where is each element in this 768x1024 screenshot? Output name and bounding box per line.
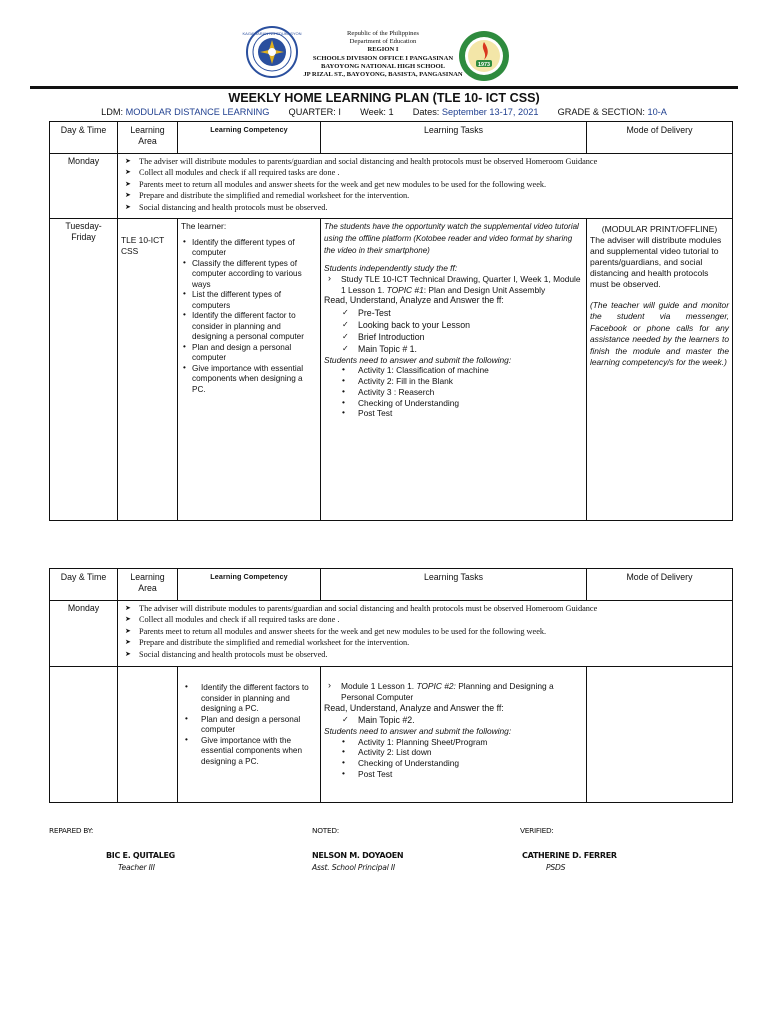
task-text: Module 1 Lesson 1. [341, 681, 415, 691]
day-cell: Monday [50, 154, 118, 219]
prepared-by-position: Teacher III [118, 863, 155, 872]
school-seal-logo [458, 30, 510, 82]
task-text: Planning and Designing a Personal Computer [341, 681, 554, 702]
verified-position: PSDS [546, 863, 566, 872]
prepared-by-label: REPARED BY: [49, 826, 94, 835]
table-header-row [50, 122, 733, 154]
list-item: • Activity 2: Fill in the Blank [324, 376, 583, 387]
mode-title: (MODULAR PRINT/OFFLINE) [601, 224, 718, 234]
mode-text: The adviser will distribute modules and supplemental video tutorial to parents/guardians, and social distancing and health protocols must be observed. [590, 235, 722, 289]
list-item [324, 681, 583, 703]
list-item: ✓ Pre-Test [324, 307, 583, 319]
day-cell [50, 667, 118, 803]
list-item: • Checking of Understanding [324, 398, 583, 409]
tasks-intro: The students have the opportunity watch the supplemental video tutorial using the offline platform (Kotobee reader and video format by sharing the video in their smartphone) [324, 222, 579, 255]
verified-name: CATHERINE D. FERRER [522, 851, 617, 860]
list-item: ✓ Main Topic # 1. [324, 343, 583, 355]
list-item: • Plan and design a personal computer [181, 715, 317, 736]
dates-label: Dates: [412, 107, 440, 117]
table-header-row [50, 569, 733, 601]
study-item-topic: TOPIC #1 [386, 284, 424, 295]
list-item: • Plan and design a personal computer [181, 343, 317, 364]
list-item: ➤ Parents meet to return all modules and answer sheets for the week and get new modules to be used for the following week. [121, 626, 729, 637]
learning-area-cell [118, 667, 178, 803]
agency-line: Department of Education [349, 38, 417, 46]
table-row [50, 601, 733, 667]
learning-competency-cell [178, 219, 321, 521]
learning-tasks-cell [321, 219, 587, 521]
noted-name: NELSON M. DOYAOEN [312, 851, 404, 860]
list-item: • Identify the different types of computer [181, 238, 317, 259]
list-item: ➤ Collect all modules and check if all required tasks are done . [121, 614, 729, 625]
list-item: • Activity 1: Classification of machine [324, 365, 583, 376]
mode-of-delivery-cell [587, 667, 733, 803]
verified-label: VERIFIED: [520, 826, 554, 835]
signature-block [0, 820, 768, 880]
week-label: Week: [360, 107, 386, 117]
learning-plan-table [49, 121, 733, 521]
seal-year: 1973 [478, 62, 490, 68]
list-item: • List the different types of computers [181, 290, 317, 311]
list-item: ➤ Social distancing and health protocols must be observed. [121, 202, 729, 213]
study-item-text: : Plan and Design Unit Assembly [423, 284, 546, 295]
agency-line: REGION I [367, 46, 399, 54]
ldm-label: LDM: [101, 107, 124, 117]
table-row [50, 219, 733, 521]
page-title: WEEKLY HOME LEARNING PLAN (TLE 10- ICT CSS) [228, 91, 540, 105]
list-item: ➤ Prepare and distribute the simplified and remedial worksheet for the intervention. [121, 637, 729, 648]
plan-info-line [0, 107, 768, 119]
list-item: • Give importance with essential components when designing a PC. [181, 364, 317, 396]
list-item: ➤ Collect all modules and check if all required tasks are done . [121, 167, 729, 178]
column-header: Learning Competency [178, 569, 321, 601]
seal-lettering: KAGAWARAN NG EDUKASYON [242, 31, 302, 36]
mode-of-delivery-cell [587, 219, 733, 521]
list-item: • Give importance with the essential components when designing a PC. [181, 736, 317, 768]
list-item: ➤ The adviser will distribute modules to parents/guardian and social distancing and health protocols must be observed Homeroom Guidance [121, 156, 729, 167]
dates-value: September 13-17, 2021 [441, 107, 539, 117]
agency-line: BAYOYONG NATIONAL HIGH SCHOOL [320, 62, 446, 70]
list-item: • Checking of Understanding [324, 758, 583, 769]
day-cell: Tuesday- Friday [50, 219, 118, 521]
column-header: Learning Area [118, 569, 178, 601]
quarter-label: QUARTER: [288, 107, 336, 117]
list-item: • Classify the different types of computer according to various ways [181, 259, 317, 291]
read-instruction: Read, Understand, Analyze and Answer the ff: [324, 295, 504, 306]
list-item: ➤ The adviser will distribute modules to parents/guardian and social distancing and health protocols must be observed Homeroom Guidance [121, 603, 729, 614]
list-item: • Activity 2: List down [324, 747, 583, 758]
column-header: Day & Time [50, 569, 118, 601]
list-item [324, 274, 583, 296]
week-value: 1 [388, 107, 394, 117]
agency-line: Republic of the Philippines [347, 30, 419, 37]
letterhead [0, 0, 768, 90]
list-item: ➤ Prepare and distribute the simplified and remedial worksheet for the intervention. [121, 190, 729, 201]
list-item: ✓ Main Topic #2. [324, 714, 583, 726]
agency-line: JP RIZAL ST., BAYOYONG, BASISTA, PANGASINAN [303, 71, 463, 79]
noted-position: Asst. School Principal II [312, 863, 395, 872]
table-row [50, 667, 733, 803]
header-rule [30, 86, 738, 89]
noted-label: NOTED: [312, 826, 339, 835]
list-item: • Activity 1: Planning Sheet/Program [324, 737, 583, 748]
column-header: Learning Tasks [321, 122, 587, 154]
list-item: ➤ Parents meet to return all modules and answer sheets for the week and get new modules to be used for the following week. [121, 179, 729, 190]
column-header: Mode of Delivery [587, 569, 733, 601]
monday-activities-cell [118, 601, 733, 667]
list-item: • Activity 3 : Reaserch [324, 387, 583, 398]
grade-section-value: 10-A [647, 107, 667, 117]
mode-note: (The teacher will guide and monitor the student via messenger, Facebook or phone calls for any assistance needed by the learners to finish the module and master the learning competency/s for the week.) [590, 300, 729, 368]
list-item: ✓ Looking back to your Lesson [324, 319, 583, 331]
submit-intro: Students need to answer and submit the following: [324, 354, 512, 365]
learning-plan-table-continued [49, 568, 733, 803]
list-item: ✓ Brief Introduction [324, 331, 583, 343]
monday-activities-cell [118, 154, 733, 219]
study-intro: Students independently study the ff: [324, 263, 458, 273]
list-item: • Post Test [324, 408, 583, 419]
day-cell: Monday [50, 601, 118, 667]
read-instruction: Read, Understand, Analyze and Answer the ff: [324, 702, 504, 713]
list-item: • Identify the different factor to consider in planning and designing a personal computer [181, 311, 317, 343]
list-item: • Post Test [324, 769, 583, 780]
column-header: Day & Time [50, 122, 118, 154]
task-topic: TOPIC #2: [416, 681, 456, 691]
learning-area-cell: TLE 10-ICT CSS [118, 219, 178, 521]
agency-line: SCHOOLS DIVISION OFFICE I PANGASINAN [312, 54, 454, 62]
column-header: Learning Competency [178, 122, 321, 154]
study-item-text: Study TLE 10-ICT Technical Drawing, Quarter I, Week 1, Module 1 Lesson 1. [341, 273, 581, 295]
list-item: ➤ Social distancing and health protocols must be observed. [121, 649, 729, 660]
list-item: • Identify the different factors to consider in planning and designing a PC. [181, 683, 317, 715]
column-header: Learning Tasks [321, 569, 587, 601]
column-header: Learning Area [118, 122, 178, 154]
learning-tasks-cell [321, 667, 587, 803]
grade-section-label: GRADE & SECTION: [557, 107, 645, 117]
prepared-by-name: BIC E. QUITALEG [106, 851, 175, 860]
table-row [50, 154, 733, 219]
column-header: Mode of Delivery [587, 122, 733, 154]
submit-intro: Students need to answer and submit the following: [324, 725, 512, 736]
quarter-value: I [338, 107, 341, 117]
ldm-value: MODULAR DISTANCE LEARNING [125, 107, 270, 117]
competency-intro: The learner: [181, 221, 227, 231]
learning-competency-cell [178, 667, 321, 803]
